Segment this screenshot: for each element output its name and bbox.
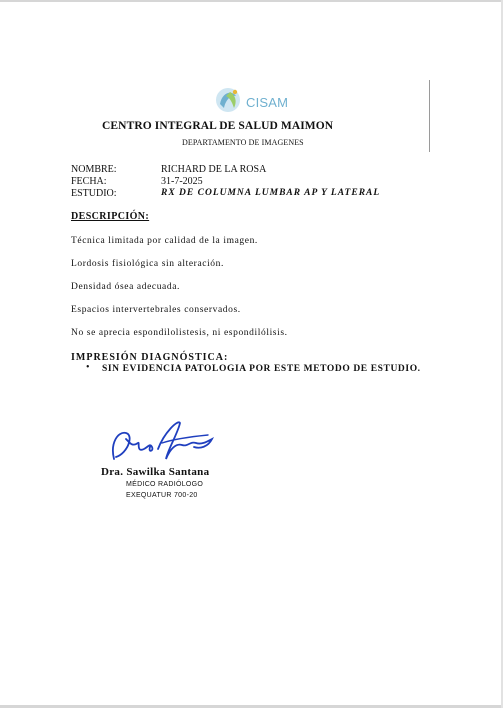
study-label: ESTUDIO:	[71, 188, 117, 199]
description-line: Técnica limitada por calidad de la imagen.	[71, 236, 258, 246]
cisam-logo	[208, 82, 298, 118]
description-line: Densidad ósea adecuada.	[71, 282, 181, 292]
impression-item: SIN EVIDENCIA PATOLOGIA POR ESTE METODO DE ESTUDIO.	[102, 364, 421, 374]
department-title: DEPARTAMENTO DE IMAGENES	[182, 138, 304, 147]
bullet-icon: •	[86, 362, 90, 373]
name-label: NOMBRE:	[71, 164, 117, 175]
handwritten-signature	[104, 413, 216, 472]
institution-title: CENTRO INTEGRAL DE SALUD MAIMON	[102, 120, 334, 132]
date-value: 31-7-2025	[161, 176, 203, 187]
doctor-name: Dra. Sawilka Santana	[101, 466, 210, 478]
doctor-exequatur: EXEQUATUR 700-20	[126, 492, 198, 499]
name-value: RICHARD DE LA ROSA	[161, 164, 267, 175]
description-line: No se aprecia espondilolistesis, ni espondilólisis.	[71, 328, 288, 338]
cisam-logo-icon	[208, 82, 248, 118]
impression-title: IMPRESIÓN DIAGNÓSTICA:	[71, 352, 229, 363]
study-value: RX DE COLUMNA LUMBAR AP Y LATERAL	[161, 188, 381, 198]
logo-wordmark: CISAM	[246, 95, 289, 110]
page-edge-top	[0, 0, 503, 2]
margin-rule	[429, 80, 430, 152]
date-label: FECHA:	[71, 176, 107, 187]
description-title: DESCRIPCIÓN:	[71, 211, 150, 222]
doctor-role: MÉDICO RADIÓLOGO	[126, 481, 204, 488]
description-line: Lordosis fisiológica sin alteración.	[71, 259, 224, 269]
signature-icon	[104, 413, 216, 467]
description-line: Espacios intervertebrales conservados.	[71, 305, 241, 315]
